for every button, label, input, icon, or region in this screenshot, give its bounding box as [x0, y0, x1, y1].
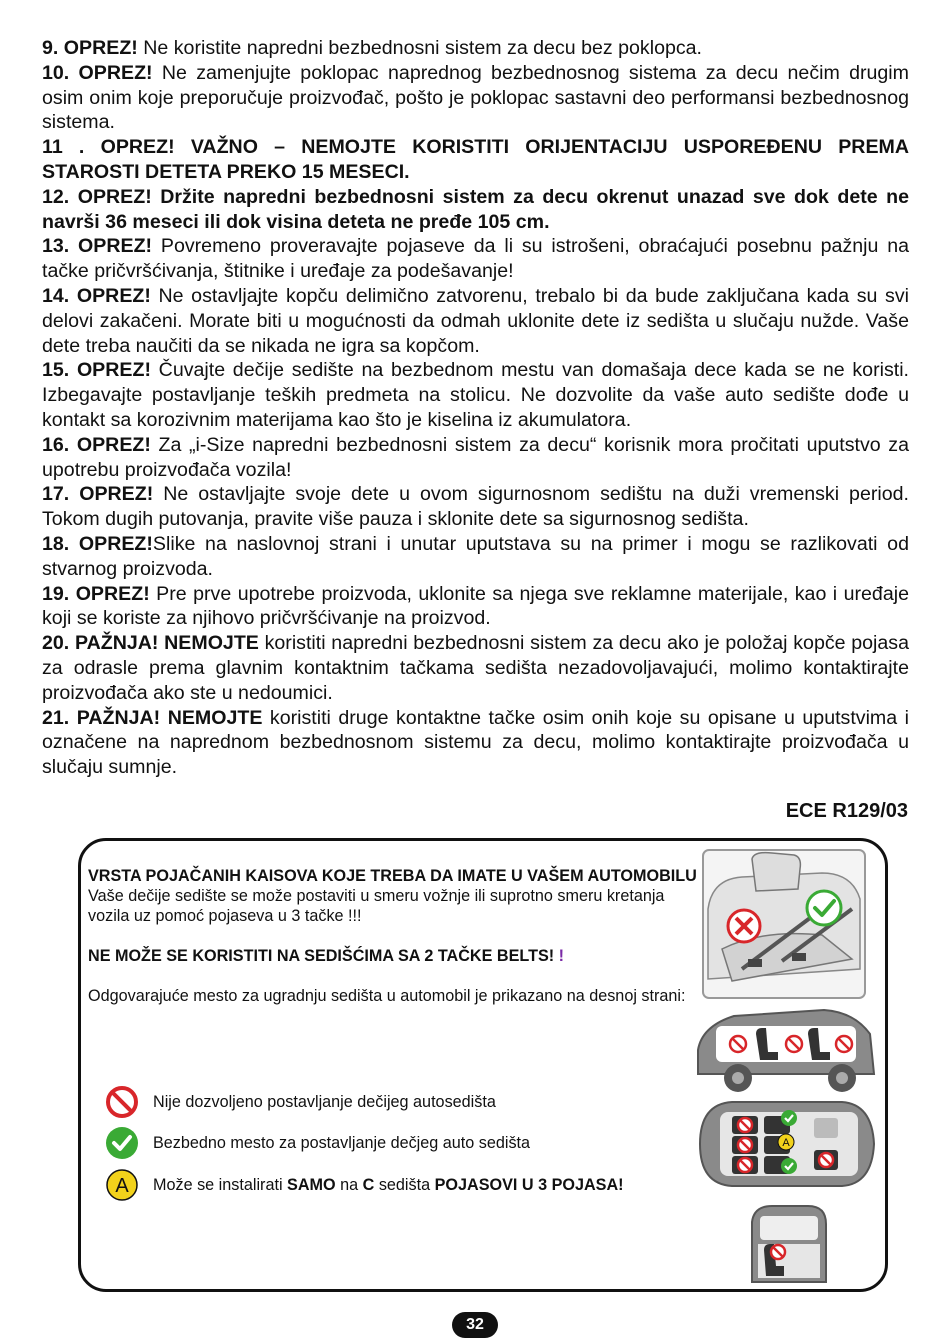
a-belts: POJASOVI U 3 POJASA! [434, 1175, 624, 1194]
warning-text: Ne koristite napredni bezbednosni sistem za decu bez poklopca. [137, 37, 703, 59]
forbidden-icon [771, 1245, 785, 1259]
car-side-view-illustration [694, 1004, 878, 1096]
warning-item [42, 631, 909, 705]
forbidden-icon [738, 1138, 752, 1152]
warning-text: Držite napredni bezbednosni sistem za decu okrenut unazad sve dok dete ne navrši 36 meseci ili dok visina deteta ne pređe 105 cm. [42, 185, 909, 233]
letter-a-icon [105, 1168, 139, 1202]
warning-label: 14. OPREZ! [42, 284, 151, 307]
warning-text: Pre prve upotrebe proizvoda, uklonite sa njega sve reklamne materijale, kao i uređaje koji se koriste za njihovo pričvršćivanje na proizvod. [42, 582, 909, 630]
warning-label: 18. OPREZ! [42, 532, 153, 555]
warning-item [42, 532, 909, 582]
warning-label: 19. OPREZ! [42, 582, 150, 605]
legend-a-text [153, 1176, 624, 1195]
warning-label: 13. OPREZ! [42, 235, 153, 258]
warning-item [42, 433, 909, 483]
forbidden-icon [819, 1153, 833, 1167]
box-title: VRSTA POJAČANIH KAISOVA KOJE TREBA DA IMATE U VAŠEM AUTOMOBILU [88, 867, 697, 885]
warning-label: 11 . OPREZ! [42, 136, 175, 159]
warning-label: 21. PAŽNJA! NEMOJTE [42, 706, 263, 729]
no-use-text: NE MOŽE SE KORISTITI NA SEDIŠĆIMA SA 2 TAČKE BELTS! [88, 947, 555, 965]
warning-item [42, 135, 909, 185]
warning-item [42, 61, 909, 135]
seatbelt-info-text [88, 866, 700, 1006]
a-c: C [362, 1175, 375, 1194]
warning-label: 17. OPREZ! [42, 483, 154, 506]
warning-text: Ne ostavljajte svoje dete u ovom sigurnosnom sedištu na duži vremenski period. Tokom dugih putovanja, pravite više pauza i sklonite dete sa sigurnosnog sedišta. [42, 483, 909, 531]
no-use-mark: ! [554, 947, 565, 965]
forbidden-icon [786, 1036, 802, 1052]
forbidden-icon [105, 1085, 139, 1119]
box-no-use-warning [88, 946, 700, 966]
warning-text: koristiti druge kontaktne tačke osim onih koje su opisane u uputstvima i označene na naprednom bezbednosnom sistemu za decu, molimo kontaktirajte proizvođača u slučaju sumnje. [42, 706, 909, 779]
warning-text: Povremeno proveravajte pojaseve da li su istrošeni, obraćajući posebnu pažnju na tačke pričvršćivanja, štitnike i uređaje za podešavanje! [42, 235, 909, 283]
warning-item [42, 358, 909, 432]
legend-safe [105, 1126, 530, 1160]
warning-text: Ne zamenjujte poklopac naprednog bezbednosnog sistema za decu nečim drugim osim onim koje preporučuje proizvođač, pošto je poklopac sastavni deo performansi bezbednosnog sistema. [42, 61, 909, 134]
legend-safe-text: Bezbedno mesto za postavljanje dečjeg auto sedišta [153, 1133, 531, 1152]
warning-label: 16. OPREZ! [42, 433, 151, 456]
warning-label: 9. OPREZ! [42, 37, 138, 59]
forbidden-x-icon [728, 910, 760, 942]
warning-text: Za „i-Size napredni bezbednosni sistem za decu“ korisnik mora pročitati uputstvo za upotrebu proizvođača vozila! [42, 433, 909, 481]
warnings-list [42, 36, 909, 780]
a-mid2: sedišta [374, 1175, 435, 1194]
check-icon [807, 891, 841, 925]
backseat-belts-illustration [702, 849, 866, 999]
a-only: SAMO [287, 1175, 336, 1194]
van-seat-illustration [748, 1202, 830, 1286]
svg-text:A: A [782, 1137, 790, 1149]
warning-item [42, 482, 909, 532]
box-location-text: Odgovarajuće mesto za ugradnju sedišta u automobil je prikazano na desnoj strani: [88, 987, 686, 1005]
ece-standard-label: ECE R129/03 [785, 800, 908, 822]
warning-item [42, 706, 909, 780]
check-icon [105, 1126, 139, 1160]
warning-item [42, 36, 909, 61]
warning-label: 20. PAŽNJA! NEMOJTE [42, 632, 259, 655]
warning-text: VAŽNO – NEMOJTE KORISTITI ORIJENTACIJU USPOREĐENU PREMA STAROSTI DETETA PREKO 15 MESECI. [42, 136, 909, 183]
warning-label: 10. OPREZ! [42, 61, 153, 84]
legend-forbidden-text: Nije dozvoljeno postavljanje dečijeg autosedišta [153, 1092, 496, 1111]
warning-label: 12. OPREZ! [42, 185, 152, 208]
forbidden-icon [738, 1158, 752, 1172]
warning-text: Ne ostavljajte kopču delimično zatvorenu, trebalo bi da bude zaključana kada su svi delovi zakačeni. Morate biti u mogućnosti da odmah uklonite dete iz sedišta u slučaju nužde. Vaše dete treba naučiti da se nikada ne igra sa kopčom. [42, 284, 909, 357]
warning-label: 15. OPREZ! [42, 359, 151, 382]
legend-forbidden [105, 1085, 496, 1119]
page-number: 32 [452, 1312, 498, 1338]
warning-item [42, 284, 909, 358]
letter-a-icon [778, 1134, 794, 1150]
forbidden-icon [836, 1036, 852, 1052]
warning-item [42, 582, 909, 632]
a-mid: na [335, 1175, 363, 1194]
check-icon [781, 1158, 797, 1174]
warning-text: Slike na naslovnoj strani i unutar uputstava su na primer i mogu se razlikovati od stvarnog proizvoda. [42, 532, 909, 580]
forbidden-icon [738, 1118, 752, 1132]
warning-text: Čuvajte dečije sedište na bezbednom mestu van domašaja dece kada se ne koristi. Izbegavajte postavljanje teških predmeta na stolicu. Ne dozvolite da vaše auto sedište dođe u kontakt sa korozivnim materijama kao što je kiselina iz akumulatora. [42, 359, 909, 431]
check-icon [781, 1110, 797, 1126]
forbidden-icon [730, 1036, 746, 1052]
legend-a [105, 1168, 624, 1202]
warning-text: koristiti napredni bezbednosni sistem za decu ako je položaj kopče pojasa za odrasle prema glavnim kontaktnim tačkama sedišta nezadovoljavajući, molimo kontaktirajte proizvođača ako ste u nedoumici. [42, 632, 909, 704]
warning-item [42, 234, 909, 284]
car-top-view-illustration [692, 1098, 878, 1190]
box-intro: Vaše dečije sedište se može postaviti u smeru vožnje ili suprotno smeru kretanja vozila uz pomoć pojaseva u 3 tačke !!! [88, 887, 665, 925]
warning-item [42, 185, 909, 235]
a-prefix: Može se instalirati [153, 1175, 288, 1194]
a-letter: A [115, 1175, 129, 1197]
